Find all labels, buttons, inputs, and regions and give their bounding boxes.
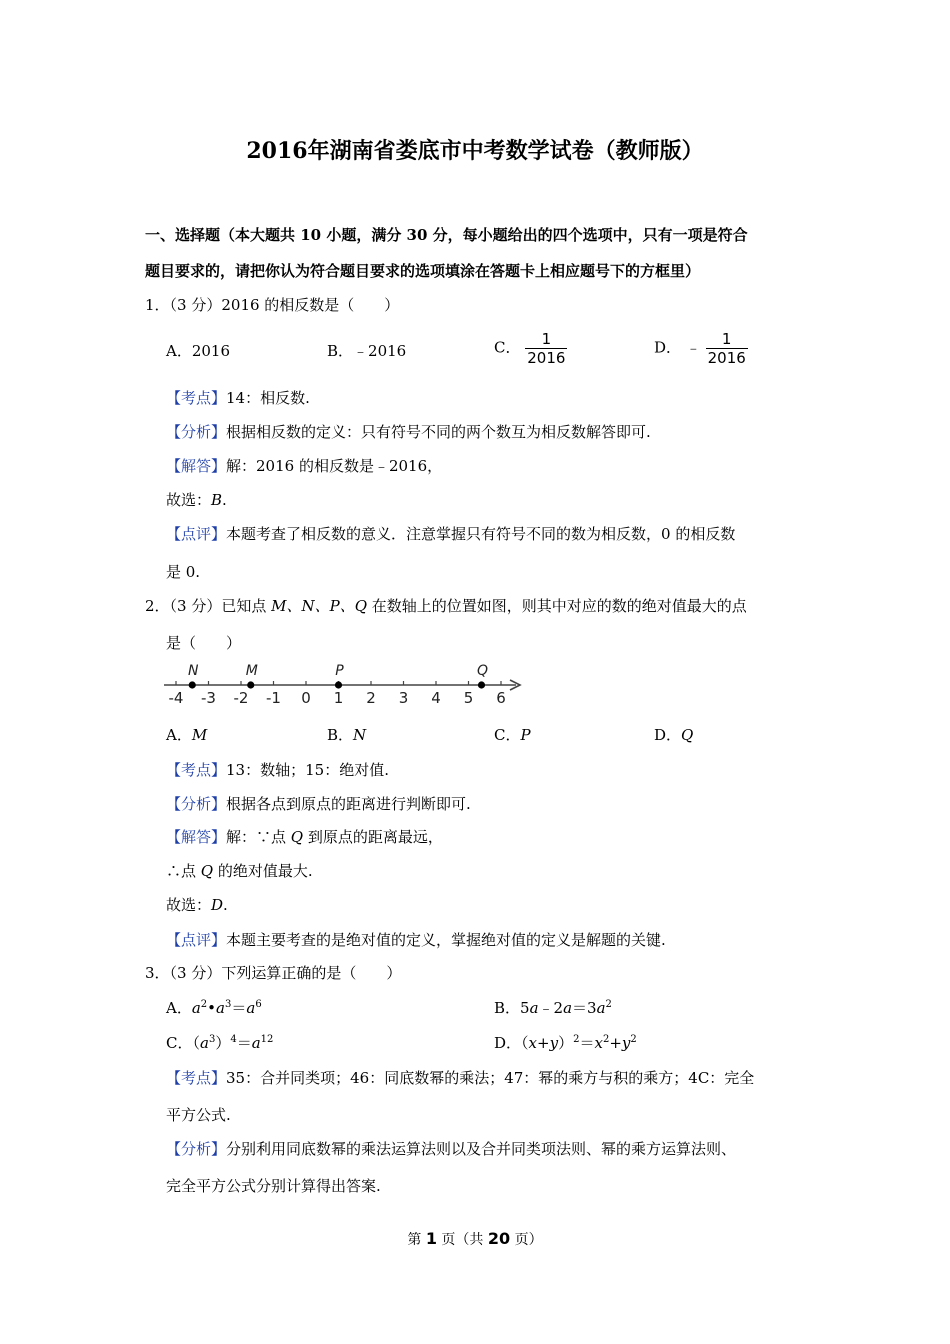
q1-answer-suffix: . <box>222 491 227 509</box>
q2-therefore-point: Q <box>200 862 214 880</box>
number-line-point <box>189 681 196 688</box>
q2-c-label: C． <box>494 726 521 744</box>
q1-option-d <box>654 330 748 367</box>
q2-c-value: P <box>520 726 531 744</box>
q2-option-c <box>494 724 531 745</box>
number-line-tick-label: 1 <box>333 689 344 707</box>
q1-answer-prefix: 故选： <box>166 491 212 509</box>
q2-option-b <box>327 724 366 745</box>
tag-dianping: 【点评】 <box>166 931 227 949</box>
footer-total-pages: 20 <box>487 1229 511 1248</box>
number-line-tick-label: -3 <box>201 689 216 707</box>
number-line-tick-label: 3 <box>398 689 409 707</box>
q1-dianping-text: 本题考查了相反数的意义．注意掌握只有符号不同的数为相反数，0 的相反数 <box>226 525 736 543</box>
q2-jieda <box>166 826 443 847</box>
tag-dianping: 【点评】 <box>166 525 227 543</box>
q1-answer-letter: B <box>211 491 223 509</box>
q2-number-line <box>158 656 528 708</box>
number-line-tick-label: -2 <box>233 689 249 707</box>
q2-option-a <box>166 724 207 745</box>
q3-option-b: B．$5a﹣2a=3a^2$ <box>494 999 612 1017</box>
footer-suffix: 页） <box>510 1232 543 1248</box>
q2-jieda-point: Q <box>290 828 304 846</box>
q1-kaodian <box>166 387 310 408</box>
q2-therefore <box>166 860 313 881</box>
tag-fenxi: 【分析】 <box>166 1140 227 1158</box>
q2-answer <box>166 894 228 915</box>
number-line-point-label: M <box>245 663 258 679</box>
tag-fenxi: 【分析】 <box>166 795 227 813</box>
number-line-point-label: Q <box>476 663 489 679</box>
q2-stem-prefix: 2．（3 分）已知点 <box>145 597 272 615</box>
number-line-tick-label: 5 <box>463 689 474 707</box>
number-line-tick-label: 2 <box>366 689 376 707</box>
number-line-tick-label: 4 <box>431 689 441 707</box>
tag-jieda: 【解答】 <box>166 457 227 475</box>
q2-answer-suffix: . <box>223 896 228 914</box>
q2-a-label: A． <box>166 726 192 744</box>
section-heading-line-1: 一、选择题（本大题共 10 小题，满分 30 分，每小题给出的四个选项中，只有一项是符合 <box>145 226 748 244</box>
q2-stem-points: M、N、P、Q <box>271 597 367 615</box>
q3-fenxi-text: 分别利用同底数幂的乘法运算法则以及合并同类项法则、幂的乘方运算法则、 <box>226 1140 737 1158</box>
q1-option-b: B．﹣2016 <box>327 342 407 360</box>
q1-dianping <box>166 523 735 544</box>
q1-answer <box>166 489 227 510</box>
q1-option-c-fraction <box>525 330 567 367</box>
q2-kaodian-text: 13：数轴；15：绝对值. <box>226 761 389 779</box>
footer-middle: 页（共 <box>436 1232 488 1248</box>
q2-fenxi <box>166 793 471 814</box>
q2-answer-letter: D <box>211 896 224 914</box>
tag-fenxi: 【分析】 <box>166 423 227 441</box>
q2-therefore-suffix: 的绝对值最大. <box>213 862 313 880</box>
q1-option-c <box>494 330 567 367</box>
document-title: 2016年湖南省娄底市中考数学试卷（教师版） <box>246 138 704 164</box>
number-line-point-label: N <box>188 663 199 679</box>
q3-kaodian <box>166 1067 754 1088</box>
q2-jieda-suffix: 到原点的距离最远， <box>303 828 443 846</box>
tag-kaodian: 【考点】 <box>166 389 227 407</box>
q3-stem: 3．（3 分）下列运算正确的是（ ） <box>145 964 402 982</box>
q1-option-d-sign: ﹣ <box>685 338 701 357</box>
q2-b-value: N <box>353 726 367 744</box>
q2-option-d <box>654 724 693 745</box>
q2-answer-prefix: 故选： <box>166 896 212 914</box>
number-line-point <box>478 681 485 688</box>
q2-jieda-prefix: 解：∵点 <box>226 828 291 846</box>
q2-d-label: D． <box>654 726 682 744</box>
tag-jieda: 【解答】 <box>166 828 227 846</box>
q3-option-d: D．$(x+y)^2=x^2+y^2$ <box>494 1034 637 1052</box>
tag-kaodian: 【考点】 <box>166 1069 227 1087</box>
q1-fenxi <box>166 421 651 442</box>
q3-fenxi <box>166 1138 736 1159</box>
number-line-tick-label: -4 <box>168 689 184 707</box>
q3-option-a: A．$a^2•a^3=a^6$ <box>166 999 262 1017</box>
q1-c-denominator: 2016 <box>527 349 566 367</box>
number-line-point <box>335 681 342 688</box>
footer-page-number: 1 <box>425 1229 437 1248</box>
q1-option-d-fraction <box>706 330 748 367</box>
q2-dianping <box>166 929 666 950</box>
q3-kaodian-cont: 平方公式. <box>166 1106 231 1124</box>
footer-prefix: 第 <box>407 1232 426 1248</box>
q2-stem-line-1 <box>145 595 747 616</box>
q2-b-label: B． <box>327 726 354 744</box>
q1-option-a: A．2016 <box>166 342 231 360</box>
q2-d-value: Q <box>681 726 694 744</box>
q1-fenxi-text: 根据相反数的定义：只有符号不同的两个数互为相反数解答即可. <box>226 423 651 441</box>
q1-option-c-label: C． <box>494 338 521 357</box>
number-line-tick-label: 6 <box>496 689 506 707</box>
page-footer <box>0 1229 950 1249</box>
q2-stem-suffix: 在数轴上的位置如图，则其中对应的数的绝对值最大的点 <box>367 597 747 615</box>
number-line-tick-label: -1 <box>266 689 281 707</box>
q3-kaodian-text: 35：合并同类项；46：同底数幂的乘法；47：幂的乘方与积的乘方；4C：完全 <box>226 1069 755 1087</box>
q1-d-numerator: 1 <box>706 330 748 349</box>
number-line-point <box>247 681 254 688</box>
q1-jieda-text: 解：2016 的相反数是﹣2016， <box>226 457 443 475</box>
q1-d-denominator: 2016 <box>707 349 746 367</box>
q2-a-value: M <box>191 726 208 744</box>
tag-kaodian: 【考点】 <box>166 761 227 779</box>
q1-stem: 1．（3 分）2016 的相反数是（ ） <box>145 296 400 314</box>
q3-option-c: C．$(a^3)^4=a^{12}$ <box>166 1034 274 1052</box>
q1-c-numerator: 1 <box>525 330 567 349</box>
q2-fenxi-text: 根据各点到原点的距离进行判断即可. <box>226 795 471 813</box>
q1-jieda <box>166 455 442 476</box>
q2-kaodian <box>166 759 389 780</box>
q2-dianping-text: 本题主要考查的是绝对值的定义，掌握绝对值的定义是解题的关键. <box>226 931 666 949</box>
q2-stem-line-2: 是（ ） <box>166 634 242 652</box>
q1-kaodian-text: 14：相反数. <box>226 389 310 407</box>
q2-therefore-prefix: ∴点 <box>166 862 201 880</box>
q1-option-d-label: D． <box>654 338 682 357</box>
q3-fenxi-cont: 完全平方公式分别计算得出答案. <box>166 1177 381 1195</box>
q1-dianping-cont: 是 0. <box>166 563 201 581</box>
section-heading-line-2: 题目要求的，请把你认为符合题目要求的选项填涂在答题卡上相应题号下的方框里） <box>145 262 701 280</box>
number-line-tick-label: 0 <box>301 689 311 707</box>
number-line-point-label: P <box>335 663 344 679</box>
